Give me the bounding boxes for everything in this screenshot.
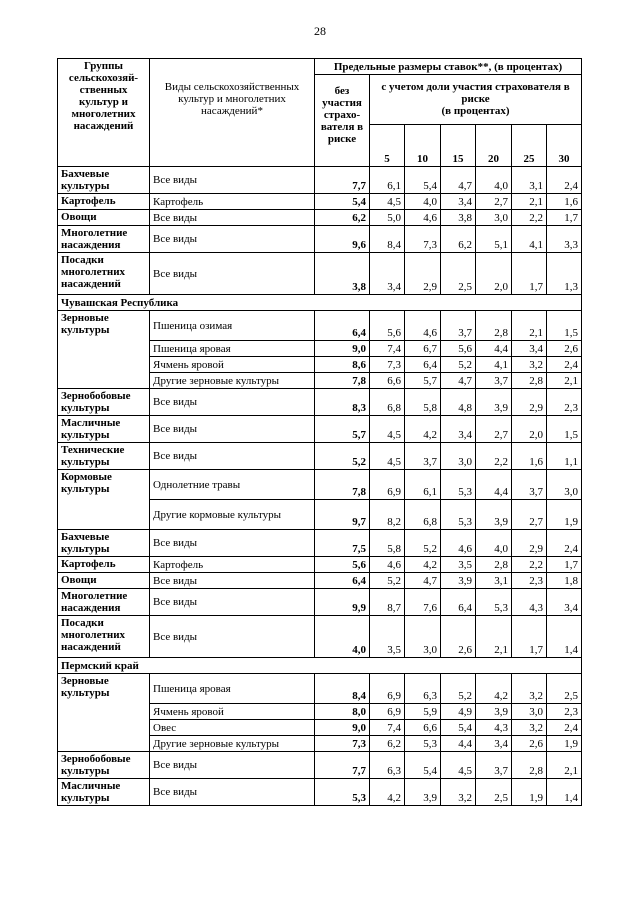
header-with-share-unit: (в процентах) [441,105,510,117]
rate-share-20: 3,7 [476,752,512,779]
header-share-15: 15 [441,125,476,167]
rate-share-30: 2,5 [547,674,582,704]
table-row [58,194,582,210]
rate-share-10: 5,4 [405,167,441,194]
table-row [58,470,582,500]
rate-share-10: 5,3 [405,736,441,752]
rate-share-5: 4,5 [370,416,405,443]
rate-share-25: 2,6 [512,736,547,752]
rate-share-25: 2,7 [512,500,547,530]
rate-share-20: 5,1 [476,226,512,253]
rate-without-share: 6,4 [315,311,370,341]
group-cell: Многолетние насаждения [58,589,150,616]
rate-share-25: 4,3 [512,589,547,616]
rate-share-30: 2,4 [547,357,582,373]
rate-share-20: 3,7 [476,373,512,389]
group-cell: Зернобобовые культуры [58,752,150,779]
rate-without-share: 7,3 [315,736,370,752]
rate-share-10: 7,6 [405,589,441,616]
rate-share-5: 6,1 [370,167,405,194]
rate-share-10: 3,0 [405,616,441,658]
rate-without-share: 8,0 [315,704,370,720]
group-cell: Масличные культуры [58,416,150,443]
rate-share-5: 4,5 [370,443,405,470]
kind-cell: Другие кормовые культуры [150,500,315,530]
rate-share-10: 6,7 [405,341,441,357]
rate-share-15: 3,4 [441,194,476,210]
rate-share-30: 2,4 [547,720,582,736]
table-row [58,167,582,194]
kind-cell: Все виды [150,573,315,589]
rate-without-share: 3,8 [315,253,370,295]
rate-share-10: 6,8 [405,500,441,530]
group-cell: Посадки многолетних насаждений [58,253,150,295]
group-cell: Технические культуры [58,443,150,470]
rate-share-25: 3,2 [512,357,547,373]
rate-without-share: 6,4 [315,573,370,589]
kind-cell: Пшеница яровая [150,674,315,704]
rate-share-25: 2,8 [512,752,547,779]
rate-share-10: 5,7 [405,373,441,389]
rate-share-20: 2,8 [476,557,512,573]
rate-share-15: 4,7 [441,373,476,389]
rate-share-30: 1,9 [547,500,582,530]
rate-without-share: 9,6 [315,226,370,253]
table-row [58,416,582,443]
kind-cell: Овес [150,720,315,736]
rate-without-share: 9,0 [315,720,370,736]
table-row [58,253,582,295]
rate-share-25: 3,2 [512,720,547,736]
rate-without-share: 8,3 [315,389,370,416]
rate-share-30: 1,3 [547,253,582,295]
rate-share-30: 2,3 [547,704,582,720]
rate-share-15: 3,2 [441,779,476,806]
rate-without-share: 9,0 [315,341,370,357]
group-cell: Зернобобовые культуры [58,389,150,416]
table-row [58,616,582,658]
rate-share-10: 4,2 [405,416,441,443]
page-number: 28 [314,24,326,38]
rate-share-25: 4,1 [512,226,547,253]
kind-cell: Все виды [150,253,315,295]
kind-cell: Картофель [150,194,315,210]
rate-share-30: 1,5 [547,416,582,443]
rate-without-share: 4,0 [315,616,370,658]
rate-share-10: 3,7 [405,443,441,470]
table-row [58,389,582,416]
kind-cell: Все виды [150,416,315,443]
kind-cell: Все виды [150,616,315,658]
rate-share-10: 5,9 [405,704,441,720]
rate-share-5: 6,2 [370,736,405,752]
rate-share-25: 2,2 [512,557,547,573]
rate-without-share: 7,7 [315,167,370,194]
rate-share-20: 5,3 [476,589,512,616]
rate-share-20: 4,4 [476,341,512,357]
rate-share-10: 7,3 [405,226,441,253]
kind-cell: Однолетние травы [150,470,315,500]
rate-share-5: 5,2 [370,573,405,589]
rate-share-15: 4,9 [441,704,476,720]
rate-share-15: 5,2 [441,357,476,373]
rate-share-20: 2,7 [476,416,512,443]
rate-share-20: 3,4 [476,736,512,752]
header-share-20: 20 [476,125,512,167]
header-share-10: 10 [405,125,441,167]
rate-share-25: 3,2 [512,674,547,704]
rate-share-5: 4,2 [370,779,405,806]
rate-share-10: 6,6 [405,720,441,736]
rate-share-20: 2,0 [476,253,512,295]
rate-share-5: 6,8 [370,389,405,416]
rate-share-5: 6,9 [370,470,405,500]
rate-without-share: 5,4 [315,194,370,210]
header-share-5: 5 [370,125,405,167]
region-row [58,295,582,311]
table-row [58,210,582,226]
group-cell: Зерновые культуры [58,674,150,752]
rate-share-15: 2,6 [441,616,476,658]
rate-without-share: 5,7 [315,416,370,443]
rate-share-15: 4,4 [441,736,476,752]
header-share-25: 25 [512,125,547,167]
group-cell: Посадки многолетних насаждений [58,616,150,658]
rate-without-share: 5,2 [315,443,370,470]
group-cell: Масличные культуры [58,779,150,806]
header-with-share-text: с учетом доли участия страхователя в риске [381,81,570,105]
rate-share-25: 3,1 [512,167,547,194]
rate-share-10: 4,6 [405,210,441,226]
table-row [58,443,582,470]
rate-share-30: 2,1 [547,752,582,779]
region-heading: Пермский край [58,658,582,674]
rate-share-5: 4,5 [370,194,405,210]
kind-cell: Все виды [150,589,315,616]
kind-cell: Картофель [150,557,315,573]
rate-share-25: 2,3 [512,573,547,589]
rate-share-25: 3,4 [512,341,547,357]
group-cell: Зерновые культуры [58,311,150,389]
table-row [58,674,582,704]
region-row [58,658,582,674]
kind-cell: Все виды [150,226,315,253]
rate-share-5: 7,4 [370,341,405,357]
rate-share-30: 1,1 [547,443,582,470]
rate-share-30: 2,4 [547,167,582,194]
rate-share-15: 4,8 [441,389,476,416]
rate-share-20: 4,3 [476,720,512,736]
rate-share-25: 1,6 [512,443,547,470]
rate-share-5: 6,9 [370,674,405,704]
kind-cell: Ячмень яровой [150,704,315,720]
rate-share-25: 2,1 [512,194,547,210]
rate-without-share: 7,7 [315,752,370,779]
rate-share-30: 3,4 [547,589,582,616]
header-share-30: 30 [547,125,582,167]
header-kind: Виды сельскохозяйственных культур и многолетних насаждений* [150,59,315,167]
rate-share-25: 3,0 [512,704,547,720]
table-row [58,557,582,573]
rate-share-15: 2,5 [441,253,476,295]
kind-cell: Другие зерновые культуры [150,736,315,752]
rate-share-20: 4,0 [476,530,512,557]
rate-share-25: 1,7 [512,253,547,295]
insurance-rates-table [57,58,582,806]
rate-share-10: 6,1 [405,470,441,500]
group-cell: Бахчевые культуры [58,167,150,194]
rate-share-10: 5,4 [405,752,441,779]
rate-without-share: 9,7 [315,500,370,530]
rate-share-15: 5,4 [441,720,476,736]
rate-share-30: 1,7 [547,210,582,226]
rate-share-5: 5,0 [370,210,405,226]
group-cell: Овощи [58,573,150,589]
rate-share-15: 3,8 [441,210,476,226]
rate-share-25: 2,0 [512,416,547,443]
rate-share-20: 3,9 [476,500,512,530]
kind-cell: Все виды [150,779,315,806]
rate-share-15: 6,4 [441,589,476,616]
rate-share-20: 3,9 [476,389,512,416]
rate-share-20: 2,8 [476,311,512,341]
rate-share-10: 6,4 [405,357,441,373]
kind-cell: Все виды [150,167,315,194]
rate-share-20: 3,1 [476,573,512,589]
rate-share-30: 2,6 [547,341,582,357]
rate-share-25: 2,2 [512,210,547,226]
rate-share-25: 2,9 [512,389,547,416]
rate-without-share: 7,8 [315,470,370,500]
rate-share-10: 4,0 [405,194,441,210]
rate-share-30: 3,3 [547,226,582,253]
rate-share-20: 4,0 [476,167,512,194]
rate-without-share: 8,6 [315,357,370,373]
group-cell: Кормовые культуры [58,470,150,530]
rate-share-10: 4,2 [405,557,441,573]
rate-share-30: 1,6 [547,194,582,210]
rate-share-5: 3,4 [370,253,405,295]
rate-share-5: 7,4 [370,720,405,736]
rate-share-15: 3,4 [441,416,476,443]
rate-share-30: 1,8 [547,573,582,589]
rate-share-5: 6,9 [370,704,405,720]
rate-share-25: 1,9 [512,779,547,806]
group-cell: Картофель [58,194,150,210]
rate-share-25: 2,9 [512,530,547,557]
rate-share-25: 1,7 [512,616,547,658]
rate-share-15: 6,2 [441,226,476,253]
rate-share-5: 5,6 [370,311,405,341]
table-row [58,752,582,779]
rate-share-5: 4,6 [370,557,405,573]
kind-cell: Другие зерновые культуры [150,373,315,389]
kind-cell: Все виды [150,443,315,470]
rate-without-share: 8,4 [315,674,370,704]
rate-share-15: 3,0 [441,443,476,470]
header-group: Группы сельскохозяй-ственных культур и многолетних насаждений [58,59,150,167]
rate-share-20: 3,0 [476,210,512,226]
table-row [58,779,582,806]
rate-share-15: 4,7 [441,167,476,194]
table-row [58,573,582,589]
rate-share-10: 2,9 [405,253,441,295]
header-with-share [370,75,582,125]
rate-share-5: 6,6 [370,373,405,389]
rate-share-30: 1,9 [547,736,582,752]
rate-share-25: 2,8 [512,373,547,389]
kind-cell: Ячмень яровой [150,357,315,373]
rate-share-20: 2,7 [476,194,512,210]
table-row [58,226,582,253]
rate-share-20: 4,4 [476,470,512,500]
rate-share-20: 3,9 [476,704,512,720]
rate-without-share: 7,8 [315,373,370,389]
rate-share-30: 2,1 [547,373,582,389]
rate-share-20: 2,1 [476,616,512,658]
rate-share-15: 3,9 [441,573,476,589]
rate-share-30: 3,0 [547,470,582,500]
rate-share-5: 6,3 [370,752,405,779]
rate-share-20: 2,2 [476,443,512,470]
rate-share-10: 5,8 [405,389,441,416]
group-cell: Картофель [58,557,150,573]
rate-share-5: 3,5 [370,616,405,658]
rate-share-30: 1,4 [547,616,582,658]
rate-share-10: 5,2 [405,530,441,557]
rate-share-10: 4,7 [405,573,441,589]
rate-without-share: 5,6 [315,557,370,573]
rate-share-30: 2,4 [547,530,582,557]
group-cell: Овощи [58,210,150,226]
rate-share-5: 8,7 [370,589,405,616]
rate-share-15: 3,7 [441,311,476,341]
rate-share-15: 5,2 [441,674,476,704]
kind-cell: Все виды [150,389,315,416]
rate-share-15: 5,3 [441,470,476,500]
rate-share-25: 2,1 [512,311,547,341]
table-row [58,311,582,341]
region-heading: Чувашская Республика [58,295,582,311]
rate-share-20: 4,2 [476,674,512,704]
rate-share-15: 5,3 [441,500,476,530]
rate-share-15: 4,5 [441,752,476,779]
rate-share-30: 2,3 [547,389,582,416]
rate-share-20: 4,1 [476,357,512,373]
rate-share-5: 5,8 [370,530,405,557]
rate-share-15: 3,5 [441,557,476,573]
rate-share-30: 1,5 [547,311,582,341]
header-without-share: без участия страхо-вателя в риске [315,75,370,167]
rate-share-15: 5,6 [441,341,476,357]
rate-share-5: 8,2 [370,500,405,530]
table-row [58,530,582,557]
group-cell: Бахчевые культуры [58,530,150,557]
table-row [58,589,582,616]
rate-share-10: 3,9 [405,779,441,806]
rate-without-share: 9,9 [315,589,370,616]
rate-share-10: 4,6 [405,311,441,341]
rate-share-30: 1,7 [547,557,582,573]
kind-cell: Все виды [150,530,315,557]
rate-share-10: 6,3 [405,674,441,704]
group-cell: Многолетние насаждения [58,226,150,253]
rate-without-share: 6,2 [315,210,370,226]
rate-without-share: 5,3 [315,779,370,806]
kind-cell: Пшеница озимая [150,311,315,341]
rate-share-5: 8,4 [370,226,405,253]
rate-share-25: 3,7 [512,470,547,500]
kind-cell: Все виды [150,752,315,779]
rate-without-share: 7,5 [315,530,370,557]
rate-share-20: 2,5 [476,779,512,806]
rate-share-5: 7,3 [370,357,405,373]
kind-cell: Все виды [150,210,315,226]
header-limits: Предельные размеры ставок**, (в процентах) [315,59,582,75]
rate-share-30: 1,4 [547,779,582,806]
kind-cell: Пшеница яровая [150,341,315,357]
rate-share-15: 4,6 [441,530,476,557]
